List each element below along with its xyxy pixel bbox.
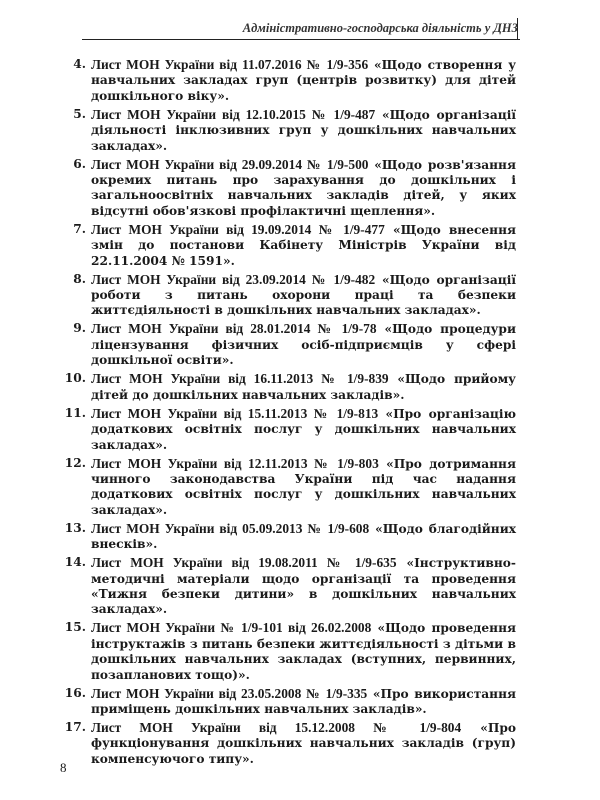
item-title: «Щодо створення у навчальних закладах груп (центрів розвитку) для дітей дошкільного віку». [91,58,516,103]
item-text [91,107,516,154]
item-text [91,272,516,319]
item-number: 5. [73,106,86,121]
item-title: «Про організацію додаткових освітніх послуг у дошкільних навчальних закладах». [91,406,516,452]
item-title: «Щодо прийому дітей до дошкільних навчальних закладів». [91,372,516,402]
list-item [58,371,516,403]
list-item [58,222,516,269]
item-text [91,686,516,718]
item-title: «Щодо процедури ліцензування фізичних осіб-підприємців у сфері дошкільної освіти». [91,322,516,368]
item-reference: Лист МОН України від 23.05.2008 № 1/9-335 [91,685,368,701]
item-reference: Лист МОН України від 12.11.2013 № 1/9-803 [91,455,379,471]
item-title: «Про функціонування дошкільних навчальних закладів (груп) компенсуючого типу». [91,720,516,766]
item-title: «Про використання приміщень дошкільних навчальних закладів». [91,686,517,716]
list-item [58,57,516,104]
list-item [58,272,516,319]
item-text [91,321,516,368]
document-list [58,57,516,770]
list-item [58,157,516,220]
item-reference: Лист МОН України від 15.11.2013 № 1/9-813 [91,405,379,421]
item-reference: Лист МОН України від 15.12.2008 № 1/9-804 [91,719,462,735]
item-reference: Лист МОН України від 11.07.2016 № 1/9-356 [91,57,369,72]
item-title: «Щодо внесення змін до постанови Кабінету Міністрів України від 22.11.2004 № 1591». [91,222,516,268]
item-reference: Лист МОН України від 16.11.2013 № 1/9-839 [91,371,389,387]
header-tick [517,18,518,39]
item-reference: Лист МОН України від 19.08.2011 № 1/9-635 [91,555,397,571]
item-reference: Лист МОН України № 1/9-101 від 26.02.2008 [91,620,372,636]
list-item [58,321,516,368]
item-reference: Лист МОН України від 19.09.2014 № 1/9-477 [91,221,385,237]
item-text [91,521,516,553]
item-text [91,57,516,104]
list-item [58,720,516,767]
item-number: 17. [64,719,86,734]
list-item [58,406,516,453]
item-title: «Про дотримання чинного законодавства України під час надання додаткових освітніх послуг у дошкільних навчальних закладах». [91,456,516,517]
item-number: 15. [64,620,86,635]
list-item [58,555,516,618]
item-text [91,555,516,618]
list-item [58,107,516,154]
item-number: 10. [64,371,86,386]
item-reference: Лист МОН України від 29.09.2014 № 1/9-500 [91,156,369,172]
item-number: 6. [73,156,86,171]
list-item [58,686,516,718]
item-text [91,456,516,519]
item-number: 16. [64,685,86,700]
list-item [58,521,516,553]
page-number: 8 [60,760,67,775]
item-title: «Щодо розв'язання окремих питань про зарахування до дошкільних і загальноосвітніх навчальних закладів дітей, у яких відсутні обов'язкові профілактичні щеплення». [91,157,516,218]
item-reference: Лист МОН України від 12.10.2015 № 1/9-487 [91,106,376,122]
list-item [58,456,516,519]
item-title: «Щодо проведення інструктажів з питань безпеки життєдіяльності з дітьми в дошкільних навчальних закладах (вступних, первинних, позапланових тощо)». [91,621,516,682]
item-number: 13. [64,520,86,535]
item-number: 14. [64,555,86,570]
item-text [91,222,516,269]
running-header: Адміністративно-господарська діяльність у ДНЗ [242,21,518,35]
item-number: 7. [73,221,86,236]
item-reference: Лист МОН України від 23.09.2014 № 1/9-482 [91,271,376,287]
item-number: 8. [73,271,86,286]
item-reference: Лист МОН України від 28.01.2014 № 1/9-78 [91,321,377,337]
item-title: «Щодо організації роботи з питань охорони праці та безпеки життєдіяльності в дошкільних навчальних закладах». [91,272,516,318]
item-number: 11. [64,405,86,420]
item-number: 9. [73,321,86,336]
item-title: «Інструктивно-методичні матеріали щодо організації та проведення «Тижня безпеки дитини» в дошкільних навчальних закладах». [91,556,516,617]
item-text [91,406,516,453]
item-title: «Щодо благодійних внесків». [91,521,516,552]
item-title: «Щодо організації діяльності інклюзивних груп у дошкільних навчальних закладах». [91,107,516,153]
item-text [91,371,516,403]
item-reference: Лист МОН України від 05.09.2013 № 1/9-608 [91,520,370,536]
item-number: 4. [73,57,86,71]
item-text [91,157,516,220]
item-number: 12. [64,455,86,470]
item-text [91,620,516,683]
list-item [58,620,516,683]
header-rule [82,39,520,40]
item-text [91,720,516,767]
